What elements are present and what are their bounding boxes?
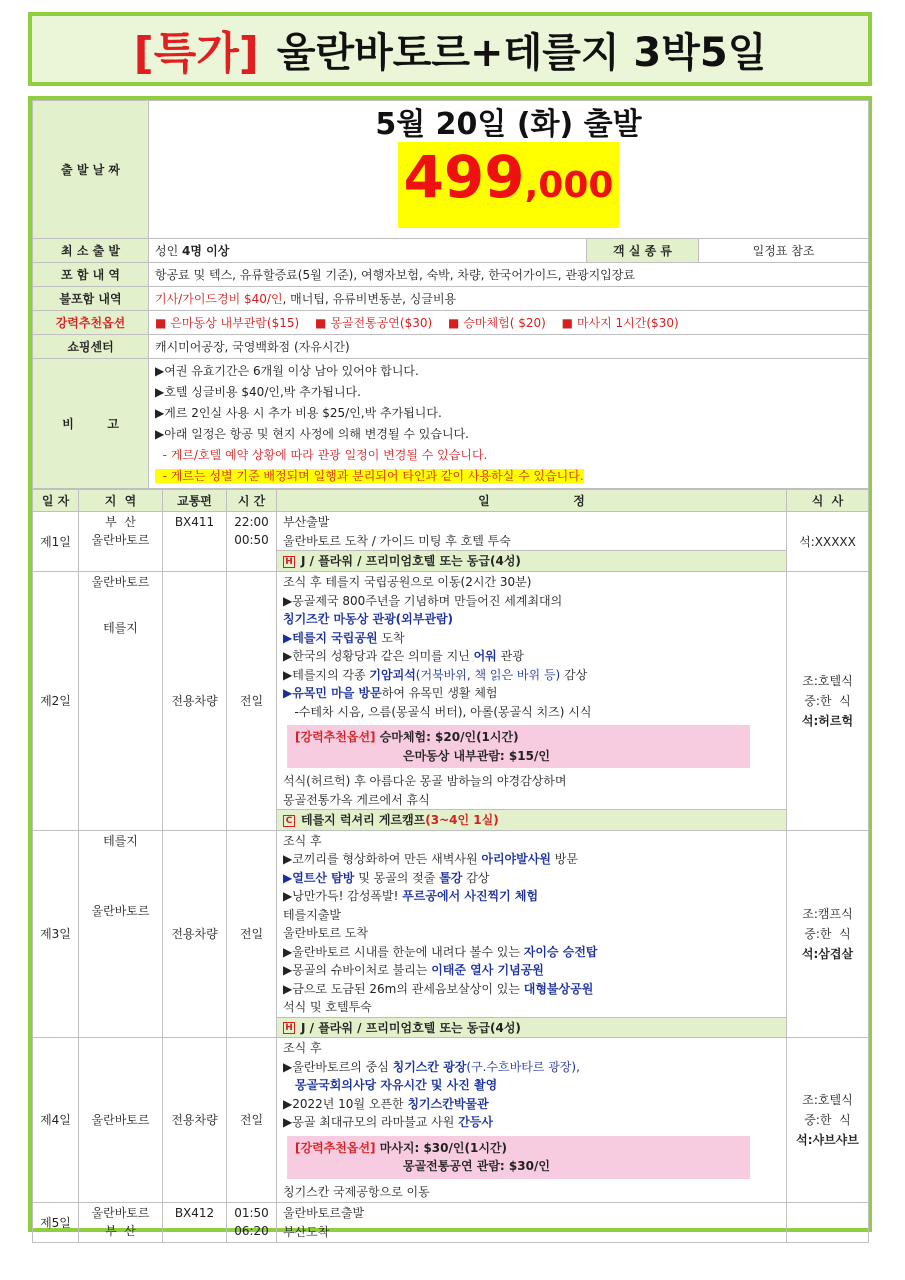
- hotel-info: C 테를지 럭셔리 게르캠프(3~4인 1실): [277, 809, 786, 831]
- region: 테를지: [103, 833, 138, 848]
- hotel-icon: H: [283, 1022, 295, 1034]
- hotel-info: H J / 플라워 / 프리미엄호텔 또는 동급(4성): [277, 1017, 786, 1039]
- time: 전일: [227, 1038, 277, 1203]
- room-type-value: 일정표 참조: [699, 239, 869, 263]
- header-time: 시 간: [227, 490, 277, 512]
- table-row: [33, 512, 869, 572]
- transport: BX411: [163, 512, 227, 572]
- note-line: ▶게르 2인실 사용 시 추가 비용 $25/인,박 추가됩니다.: [155, 405, 442, 420]
- region: 부 산: [105, 1224, 136, 1238]
- header-schedule: 일 정: [277, 490, 787, 512]
- day-number: 제1일: [33, 512, 79, 572]
- region: 울란바토르: [79, 1038, 163, 1203]
- region: 울란바토르: [91, 903, 150, 918]
- day-number: 제3일: [33, 830, 79, 1038]
- option-item: ■ 마사지 1시간($30): [561, 315, 679, 330]
- transport: 전용차량: [163, 1038, 227, 1203]
- header-transport: 교통편: [163, 490, 227, 512]
- time: 01:50: [234, 1206, 269, 1220]
- highlight-attraction: 칭기즈칸 마동상 관광(외부관람): [283, 612, 454, 626]
- min-departure-label: 최 소 출 발: [33, 239, 149, 263]
- camp-icon: C: [283, 815, 295, 827]
- region: 부 산: [105, 515, 136, 529]
- region: 울란바토르: [91, 575, 150, 589]
- square-bullet-icon: ■: [448, 315, 460, 330]
- itinerary-frame: [28, 96, 872, 1239]
- exclude-label: 불포함 내역: [33, 287, 149, 311]
- meal-info: [787, 1203, 869, 1243]
- day-number: 제4일: [33, 1038, 79, 1203]
- square-bullet-icon: ■: [155, 315, 167, 330]
- include-label: 포 함 내 역: [33, 263, 149, 287]
- header-day: 일 자: [33, 490, 79, 512]
- note-line: ▶여권 유효기간은 6개월 이상 남아 있어야 합니다.: [155, 363, 419, 378]
- notes-label: 비 고: [33, 359, 149, 489]
- time: 전일: [227, 830, 277, 1038]
- region: 울란바토르: [91, 533, 150, 547]
- note-line: ▶호텔 싱글비용 $40/인,박 추가됩니다.: [155, 384, 361, 399]
- price-main: 499: [403, 142, 525, 211]
- day-number: 제5일: [33, 1203, 79, 1243]
- page-title: 울란바토르+테를지 3박5일: [276, 29, 767, 76]
- schedule-header-row: [33, 490, 869, 512]
- room-type-label: 객 실 종 류: [587, 239, 699, 263]
- time: 00:50: [234, 533, 269, 547]
- time: 전일: [227, 572, 277, 831]
- notes-list: [149, 359, 869, 489]
- departure-label: 출 발 날 짜: [33, 101, 149, 239]
- schedule-line: 울란바토르 도착 / 가이드 미팅 후 호텔 투숙: [283, 533, 511, 548]
- hotel-info: H J / 플라워 / 프리미엄호텔 또는 동급(4성): [277, 550, 786, 572]
- square-bullet-icon: ■: [561, 315, 573, 330]
- shopping-label: 쇼핑센터: [33, 335, 149, 359]
- option-item: ■ 은마동상 내부관람($15): [155, 315, 300, 330]
- transport: 전용차량: [163, 572, 227, 831]
- table-row: 제3일 테를지 울란바토르 전용차량 전일 조식 후 ▶코끼리를 형상화하여 만든 새벽사원 아리야발사원 방문 ▶열트산 탐방 및 몽골의 젖줄 톨강 감상 ▶낭만가득! 감성폭발! 푸르공에서 사진찍기 체험 테를지출발 울란바토르 도착 ▶울란바토르 시내를 한눈에 내려다 볼수 있는 자이승 승전탑 ▶몽골의 슈바이처로 불리는 이태준 열사 기념공원 ▶금으로 도금된 26m의 관세음보살상이 있는 대형불상공원 석식 및 호텔투숙 H J / 플라워 / 프리미엄호텔 또는 동급(4성) 조:캠프식 중:한 식 석:삼겹살: [33, 830, 869, 1038]
- table-row: 제2일 울란바토르 테를지 전용차량 전일 조식 후 테를지 국립공원으로 이동(2시간 30분) ▶몽골제국 800주년을 기념하며 만들어진 세계최대의 칭기즈칸 마동상 관광(외부관람) ▶테를지 국립공원 도착 ▶한국의 성황당과 같은 의미를 지닌 어워 관광 ▶테를지의 각종 기암괴석(거북바위, 책 읽은 바위 등) 감상 ▶유목민 마을 방문하여 유목민 생활 체험 -수테차 시음, 으름(몽골식 버터), 아롤(몽골식 치즈) 시식 [강력추천옵션] 승마체험: $20/인(1시간) 은마동상 내부관람: $15/인 석식(허르헉) 후 아름다운 몽골 밤하늘의 야경감상하며 몽골전통가옥 게르에서 휴식 C 테를지 럭셔리 게르캠프(3~4인 1실) 조:호텔식 중:한 식 석:허르헉: [33, 572, 869, 831]
- header-meals: 식 사: [787, 490, 869, 512]
- meal-info: 조:호텔식 중:한 식 석:허르헉: [787, 572, 869, 831]
- region: 울란바토르: [91, 1206, 150, 1220]
- exclude-guide-fee: 기사/가이드경비 $40/인: [155, 291, 283, 306]
- square-bullet-icon: ■: [315, 315, 327, 330]
- special-badge: [특가]: [133, 28, 259, 79]
- min-departure-value: 성인 4명 이상: [149, 239, 587, 263]
- recommended-option-box: [강력추천옵션] 마사지: $30/인(1시간) 몽골전통공연 관람: $30/인: [287, 1136, 750, 1179]
- recommended-option-box: [강력추천옵션] 승마체험: $20/인(1시간) 은마동상 내부관람: $15/인: [287, 725, 750, 768]
- meal-info: 조:호텔식 중:한 식 석:샤브샤브: [787, 1038, 869, 1203]
- departure-date: 5월 20일 (화) 출발: [375, 106, 642, 142]
- price-tail: ,000: [524, 164, 614, 206]
- price-tag: [398, 142, 620, 228]
- transport: BX412: [163, 1203, 227, 1243]
- option-item: ■ 승마체험( $20): [448, 315, 546, 330]
- day-number: 제2일: [33, 572, 79, 831]
- hotel-icon: H: [283, 556, 295, 568]
- schedule-table: [32, 489, 869, 1243]
- region: 테를지: [103, 621, 138, 635]
- meal-info: 석:XXXXX: [787, 512, 869, 572]
- info-table: [32, 100, 869, 489]
- page-title-banner: [28, 12, 872, 86]
- departure-cell: [149, 101, 869, 239]
- note-warning: - 게르/호텔 예약 상황에 따라 관광 일정이 변경될 수 있습니다.: [155, 447, 488, 462]
- option-list: [149, 311, 869, 335]
- transport: 전용차량: [163, 830, 227, 1038]
- include-value: 항공료 및 텍스, 유류할증료(5월 기준), 여행자보험, 숙박, 차량, 한국어가이드, 관광지입장료: [149, 263, 869, 287]
- meal-info: 조:캠프식 중:한 식 석:삼겹살: [787, 830, 869, 1038]
- header-region: 지 역: [79, 490, 163, 512]
- time: 06:20: [234, 1224, 269, 1238]
- option-item: ■ 몽골전통공연($30): [315, 315, 433, 330]
- exclude-value: 기사/가이드경비 $40/인, 매너팁, 유류비변동분, 싱글비용: [149, 287, 869, 311]
- shopping-value: 캐시미어공장, 국영백화점 (자유시간): [149, 335, 869, 359]
- note-line: ▶아래 일정은 항공 및 현지 사정에 의해 변경될 수 있습니다.: [155, 426, 469, 441]
- note-warning-highlight: - 게르는 성별 기준 배정되며 일행과 분리되어 타인과 같이 사용하실 수 있습니다.: [155, 468, 584, 483]
- table-row: 제4일 울란바토르 전용차량 전일 조식 후 ▶울란바토르의 중심 칭기스칸 광장(구.수흐바타르 광장), 몽골국회의사당 자유시간 및 사진 촬영 ▶2022년 10월 오픈한 칭기스칸박물관 ▶몽골 최대규모의 라마불교 사원 간등사 [강력추천옵션] 마사지: $30/인(1시간) 몽골전통공연 관람: $30/인 칭기스칸 국제공항으로 이동 조:호텔식 중:한 식 석:샤브샤브: [33, 1038, 869, 1203]
- table-row: 제5일 울란바토르 부 산 BX412 01:50 06:20 울란바토르출발 부산도착: [33, 1203, 869, 1243]
- schedule-line: 부산출발: [283, 515, 330, 529]
- option-label: 강력추천옵션: [33, 311, 149, 335]
- time: 22:00: [234, 515, 269, 529]
